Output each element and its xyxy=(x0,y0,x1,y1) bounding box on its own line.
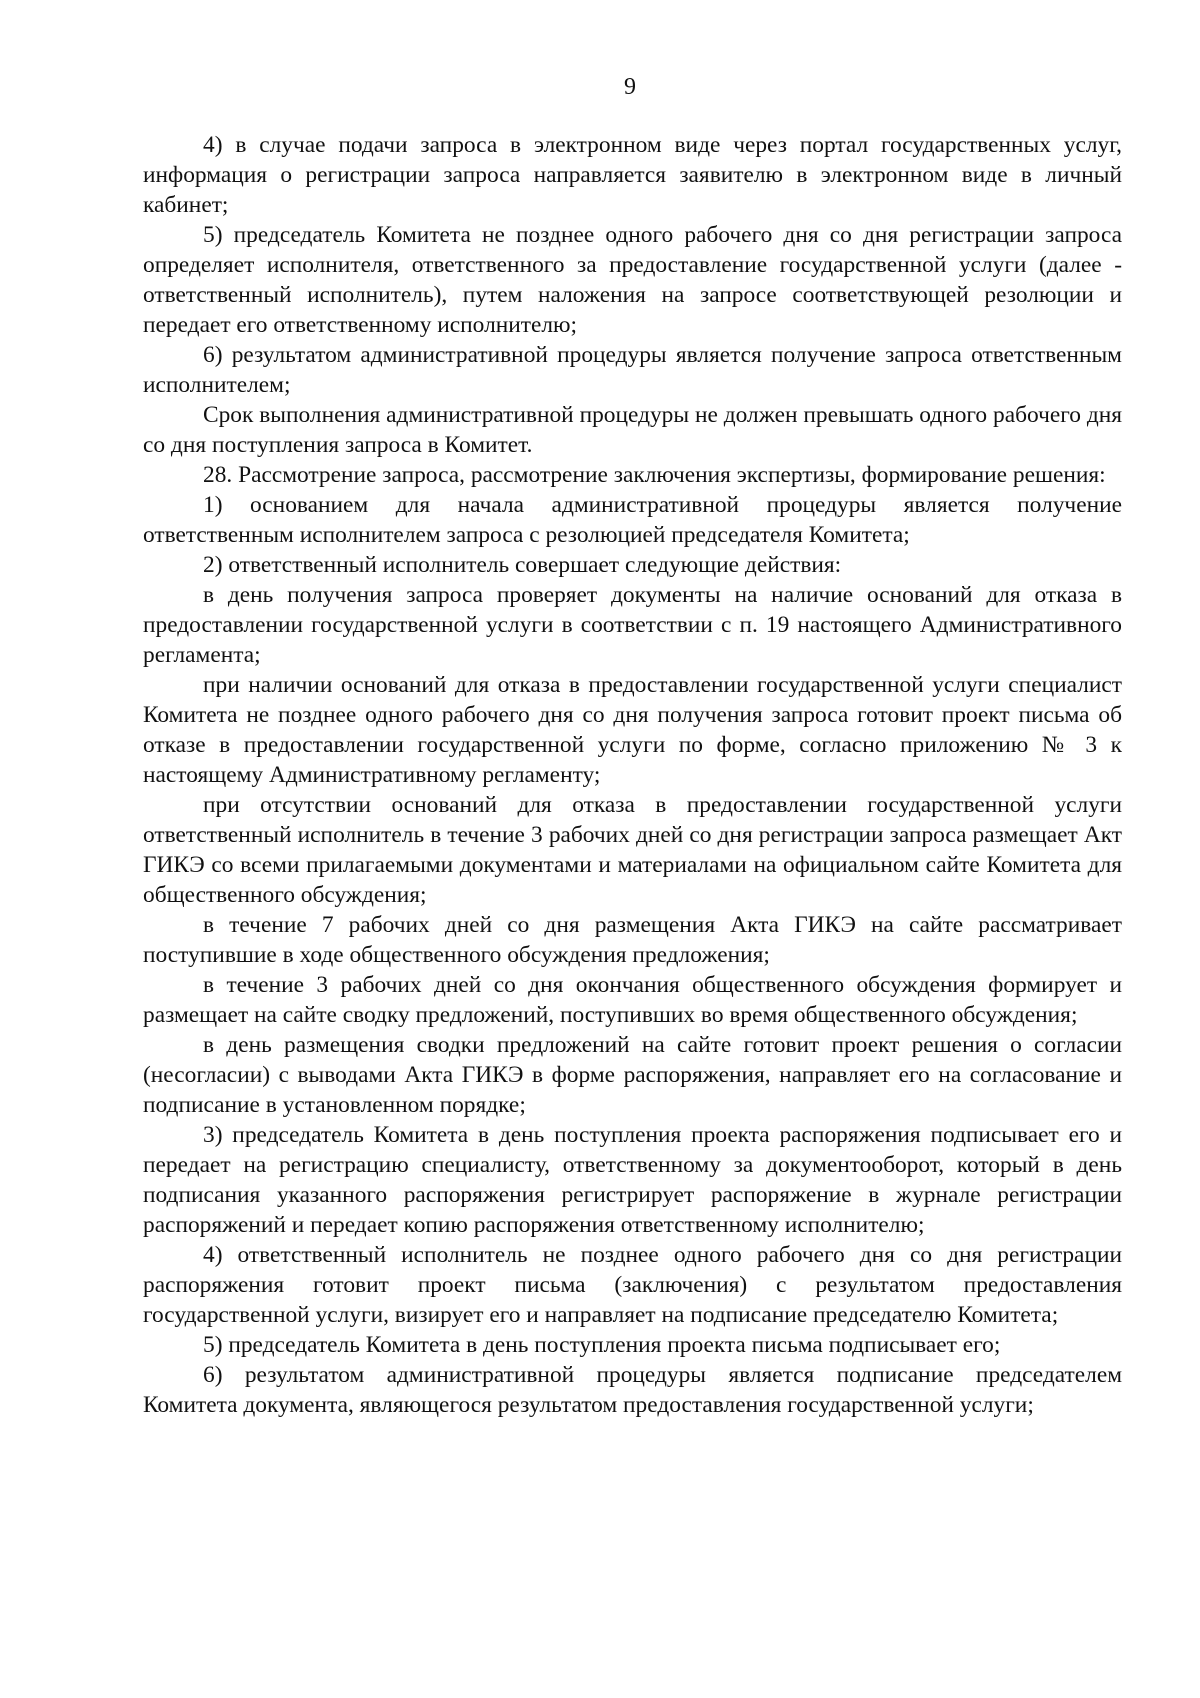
document-body xyxy=(143,130,1122,1420)
paragraph: 4) в случае подачи запроса в электронном виде через портал государственных услуг, информация о регистрации запроса направляется заявителю в электронном виде в личный кабинет; xyxy=(143,132,1122,218)
paragraph: 6) результатом административной процедуры является подписание председателем Комитета документа, являющегося результатом предоставления государственной услуги; xyxy=(143,1362,1122,1418)
paragraph: 28. Рассмотрение запроса, рассмотрение заключения экспертизы, формирование решения: xyxy=(203,462,1106,488)
paragraph: в день размещения сводки предложений на сайте готовит проект решения о согласии (несогласии) с выводами Акта ГИКЭ в форме распоряжения, направляет его на согласование и подписание в установленном порядке; xyxy=(143,1032,1122,1118)
paragraph: в течение 3 рабочих дней со дня окончания общественного обсуждения формирует и размещает на сайте сводку предложений, поступивших во время общественного обсуждения; xyxy=(143,972,1122,1028)
paragraph: Срок выполнения административной процедуры не должен превышать одного рабочего дня со дня поступления запроса в Комитет. xyxy=(143,402,1122,458)
paragraph: 5) председатель Комитета не позднее одного рабочего дня со дня регистрации запроса определяет исполнителя, ответственного за предоставление государственной услуги (далее - ответственный исполнитель), путем наложения на запросе соответствующей резолюции и передает его ответственному исполнителю; xyxy=(143,222,1122,338)
paragraph: 5) председатель Комитета в день поступления проекта письма подписывает его; xyxy=(203,1332,1001,1358)
paragraph: 6) результатом административной процедуры является получение запроса ответственным исполнителем; xyxy=(143,342,1122,398)
paragraph: 2) ответственный исполнитель совершает следующие действия: xyxy=(203,552,842,578)
paragraph: при наличии оснований для отказа в предоставлении государственной услуги специалист Комитета не позднее одного рабочего дня со дня получения запроса готовит проект письма об отказе в предоставлении государственной услуги по форме, согласно приложению № 3 к настоящему Административному регламенту; xyxy=(143,672,1122,788)
paragraph: 1) основанием для начала административной процедуры является получение ответственным исполнителем запроса с резолюцией председателя Комитета; xyxy=(143,492,1122,548)
paragraph: 4) ответственный исполнитель не позднее одного рабочего дня со дня регистрации распоряжения готовит проект письма (заключения) с результатом предоставления государственной услуги, визирует его и направляет на подписание председателю Комитета; xyxy=(143,1242,1122,1328)
paragraph: 3) председатель Комитета в день поступления проекта распоряжения подписывает его и передает на регистрацию специалисту, ответственному за документооборот, который в день подписания указанного распоряжения регистрирует распоряжение в журнале регистрации распоряжений и передает копию распоряжения ответственному исполнителю; xyxy=(143,1122,1122,1238)
paragraph: в день получения запроса проверяет документы на наличие оснований для отказа в предоставлении государственной услуги в соответствии с п. 19 настоящего Административного регламента; xyxy=(143,582,1122,668)
paragraph: в течение 7 рабочих дней со дня размещения Акта ГИКЭ на сайте рассматривает поступившие в ходе общественного обсуждения предложения; xyxy=(143,912,1122,968)
page-number: 9 xyxy=(624,74,636,100)
paragraph: при отсутствии оснований для отказа в предоставлении государственной услуги ответственный исполнитель в течение 3 рабочих дней со дня регистрации запроса размещает Акт ГИКЭ со всеми прилагаемыми документами и материалами на официальном сайте Комитета для общественного обсуждения; xyxy=(143,792,1122,908)
